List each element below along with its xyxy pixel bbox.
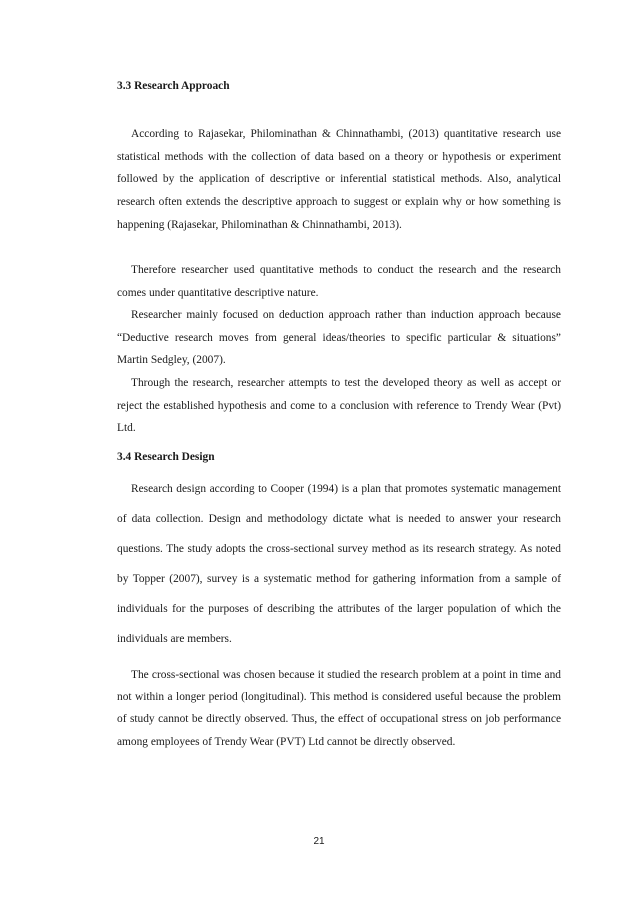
paragraph-test-theory: Through the research, researcher attempts to test the developed theory as well as accept or reject the established hypothesis and come to a conclusion with reference to Trendy Wear (Pvt) Ltd.	[117, 377, 561, 435]
paragraph-cross-sectional: The cross-sectional was chosen because it studied the research problem at a point in time and not within a longer period (longitudinal). This method is considered useful because the problem of study cannot be directly observed. Thus, the effect of occupational stress on job performance among employees of Trendy Wear (PVT) Ltd cannot be directly observed.	[117, 669, 561, 748]
paragraph-deduction-approach: Researcher mainly focused on deduction approach rather than induction approach because “Deductive research moves from general ideas/theories to specific particular & situations” Martin Sedgley, (2007).	[117, 309, 561, 367]
paragraph-research-approach-intro: According to Rajasekar, Philominathan & Chinnathambi, (2013) quantitative research use statistical methods with the collection of data based on a theory or hypothesis or experiment followed by the application of descriptive or inferential statistical methods. Also, analytical research often extends the descriptive approach to suggest or explain why or how something is happening (Rajasekar, Philominathan & Chinnathambi, 2013).	[117, 128, 561, 231]
paragraph-research-design: Research design according to Cooper (1994) is a plan that promotes systematic management of data collection. Design and methodology dictate what is needed to answer your research questions. The study adopts the cross-sectional survey method as its research strategy. As noted by Topper (2007), survey is a systematic method for gathering information from a sample of individuals for the purposes of describing the attributes of the larger population of which the individuals are members.	[117, 483, 561, 645]
section-heading-research-design: 3.4 Research Design	[117, 451, 215, 463]
page-number: 21	[313, 836, 325, 847]
section-heading-research-approach: 3.3 Research Approach	[117, 80, 230, 92]
paragraph-quantitative-methods: Therefore researcher used quantitative methods to conduct the research and the research comes under quantitative descriptive nature.	[117, 264, 561, 299]
